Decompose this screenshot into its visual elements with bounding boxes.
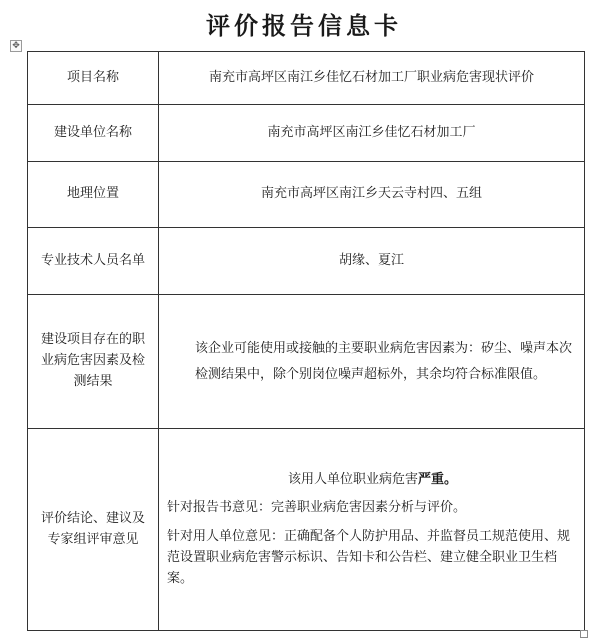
row-label-location: 地理位置	[28, 162, 159, 228]
row-value-location: 南充市高坪区南江乡天云寺村四、五组	[159, 162, 585, 228]
row-value-staff: 胡缘、夏江	[159, 228, 585, 295]
table-row	[28, 52, 585, 105]
row-value-project-name: 南充市高坪区南江乡佳忆石材加工厂职业病危害现状评价	[159, 52, 585, 105]
table-row	[28, 228, 585, 295]
report-opinion: 针对报告书意见：完善职业病危害因素分析与评价。	[167, 500, 467, 516]
table-row	[28, 295, 585, 429]
conclusion-emphasis: 严重。	[418, 471, 458, 487]
table-row	[28, 429, 585, 631]
row-value-hazards	[159, 295, 585, 429]
row-value-conclusion	[159, 429, 585, 631]
row-label-company-name: 建设单位名称	[28, 105, 159, 162]
row-label-staff: 专业技术人员名单	[28, 228, 159, 295]
info-card-table	[27, 51, 585, 631]
hazards-line-2: 本次检测结果中，除个别岗位噪声超标外，其余均符合标准限值。	[195, 340, 573, 382]
conclusion-line	[167, 470, 578, 491]
table-row	[28, 162, 585, 228]
table-move-handle-icon[interactable]: ✥	[10, 40, 22, 52]
spacer	[167, 519, 578, 527]
hazards-line-1: 该企业可能使用或接触的主要职业病危害因素为：矽尘、噪声	[195, 340, 547, 356]
table-row	[28, 105, 585, 162]
spacer	[167, 490, 578, 498]
conclusion-prefix: 该用人单位职业病危害	[287, 471, 418, 487]
hazards-text	[167, 336, 578, 388]
table-resize-handle-icon[interactable]	[580, 630, 588, 638]
row-label-project-name: 项目名称	[28, 52, 159, 105]
employer-opinion: 针对用人单位意见：正确配备个人防护用品、并监督员工规范使用、规范设置职业病危害警示标识、告知卡和公告栏、建立健全职业卫生档案。	[167, 529, 571, 586]
row-label-hazards: 建设项目存在的职业病危害因素及检测结果	[28, 295, 159, 429]
document-title: 评价报告信息卡	[206, 11, 402, 40]
row-label-conclusion: 评价结论、建议及专家组评审意见	[28, 429, 159, 631]
row-value-company-name: 南充市高坪区南江乡佳忆石材加工厂	[159, 105, 585, 162]
